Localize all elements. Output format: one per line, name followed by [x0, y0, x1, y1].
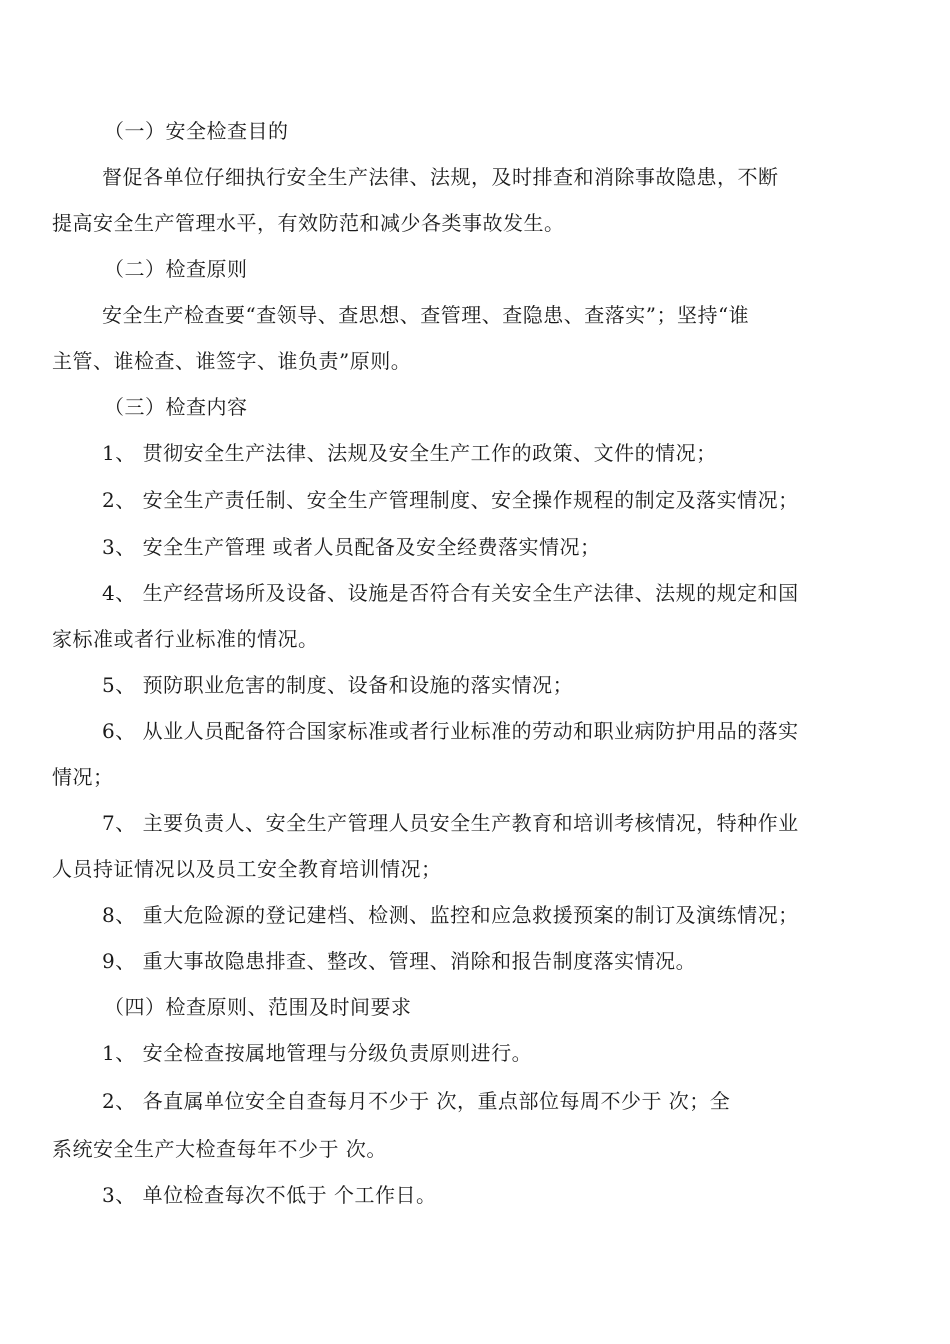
paragraph-line: 主管、谁检查、谁签字、谁负责”原则。 [52, 349, 412, 373]
paragraph-line: 督促各单位仔细执行安全生产法律、法规，及时排查和消除事故隐患，不断 [102, 165, 779, 189]
list-item: 7、 主要负责人、安全生产管理人员安全生产教育和培训考核情况，特种作业 [102, 811, 799, 835]
list-item-cont: 情况； [52, 765, 114, 789]
list-item-cont: 家标准或者行业标准的情况。 [52, 627, 319, 651]
list-item: 4、 生产经营场所及设备、设施是否符合有关安全生产法律、法规的规定和国 [102, 581, 799, 605]
list-item: 9、 重大事故隐患排查、整改、管理、消除和报告制度落实情况。 [102, 949, 697, 973]
list-item: 1、 安全检查按属地管理与分级负责原则进行。 [102, 1041, 533, 1065]
section-heading-1: （一）安全检查目的 [104, 119, 289, 143]
paragraph-line: 安全生产检查要“查领导、查思想、查管理、查隐患、查落实”；坚持“谁 [102, 303, 750, 327]
list-item: 3、 单位检查每次不低于 个工作日。 [102, 1183, 437, 1207]
list-item: 8、 重大危险源的登记建档、检测、监控和应急救援预案的制订及演练情况； [102, 903, 799, 927]
section-heading-2: （二）检查原则 [104, 257, 248, 281]
section-heading-4: （四）检查原则、范围及时间要求 [104, 995, 412, 1019]
list-item-cont: 系统安全生产大检查每年不少于 次。 [52, 1137, 387, 1161]
list-item: 3、 安全生产管理 或者人员配备及安全经费落实情况； [102, 535, 601, 559]
list-item-cont: 人员持证情况以及员工安全教育培训情况； [52, 857, 442, 881]
list-item: 2、 各直属单位安全自查每月不少于 次，重点部位每周不少于 次；全 [102, 1089, 731, 1113]
list-item: 5、 预防职业危害的制度、设备和设施的落实情况； [102, 673, 574, 697]
list-item: 6、 从业人员配备符合国家标准或者行业标准的劳动和职业病防护用品的落实 [102, 719, 799, 743]
section-heading-3: （三）检查内容 [104, 395, 248, 419]
list-item: 2、 安全生产责任制、安全生产管理制度、安全操作规程的制定及落实情况； [102, 488, 799, 512]
paragraph-line: 提高安全生产管理水平，有效防范和减少各类事故发生。 [52, 211, 565, 235]
list-item: 1、 贯彻安全生产法律、法规及安全生产工作的政策、文件的情况； [102, 441, 717, 465]
